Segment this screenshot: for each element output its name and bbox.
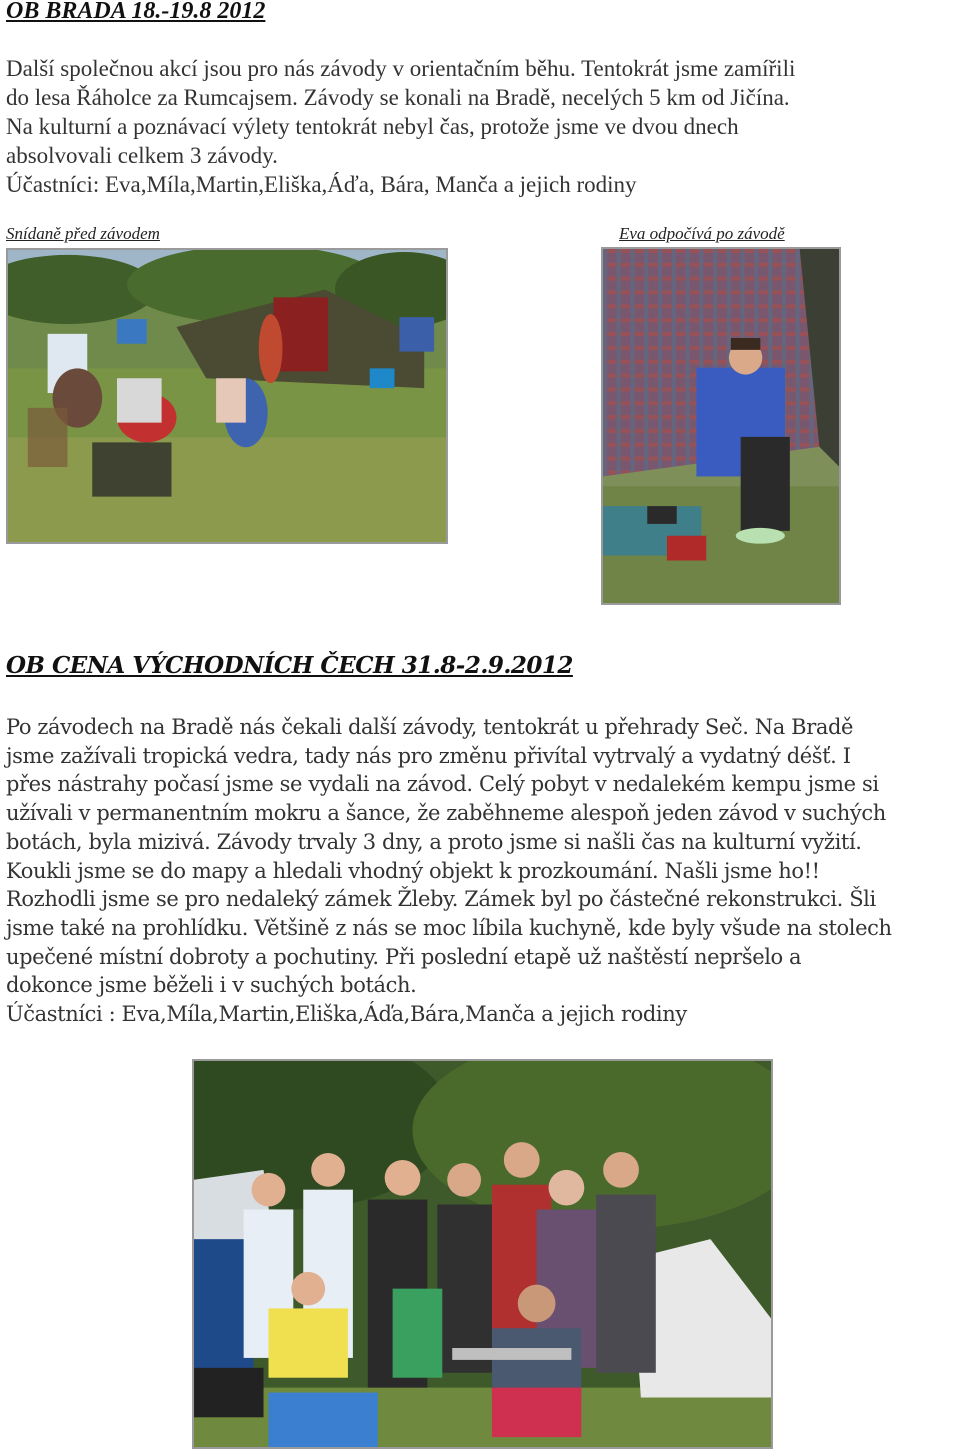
text-line: absolvovali celkem 3 závody.: [6, 143, 278, 168]
text-line: botách, byla mizivá. Závody trvaly 3 dny, a proto jsme si našli čas na kulturní vyžití.: [6, 829, 862, 854]
caption-breakfast: Snídaně před závodem: [6, 224, 160, 243]
photo-group: [192, 1059, 773, 1449]
text-line: Další společnou akcí jsou pro nás závody v orientačním běhu. Tentokrát jsme zamířili: [6, 56, 796, 81]
text-line: Účastníci: Eva,Míla,Martin,Eliška,Áďa, Bára, Manča a jejich rodiny: [6, 172, 637, 197]
text-line: Na kulturní a poznávací výlety tentokrát nebyl čas, protože jsme ve dvou dnech: [6, 114, 739, 139]
section1-title: OB BRADA 18.-19.8 2012: [6, 0, 266, 24]
text-line: upečené místní dobroty a pochutiny. Při poslední etapě už naštěstí nepršelo a: [6, 944, 802, 969]
text-line: dokonce jsme běželi i v suchých botách.: [6, 973, 417, 998]
photo-eva-resting: [601, 247, 841, 605]
photo-breakfast: [6, 248, 448, 544]
caption-eva-resting: Eva odpočívá po závodě: [619, 224, 785, 243]
text-line: Po závodech na Bradě nás čekali další závody, tentokrát u přehrady Seč. Na Bradě: [6, 715, 854, 739]
text-line: Účastníci : Eva,Míla,Martin,Eliška,Áďa,Bára,Manča a jejich rodiny: [6, 1002, 687, 1027]
text-line: Koukli jsme se do mapy a hledali vhodný objekt k prozkoumání. Našli jsme ho!!: [6, 858, 820, 883]
section1-text: [6, 54, 956, 199]
text-line: jsme zažívali tropická vedra, tady nás pro změnu přivítal vytrvalý a vydatný déšť. I: [6, 743, 851, 768]
section2-text: [6, 713, 960, 1029]
section2-title: OB CENA VÝCHODNÍCH ČECH 31.8-2.9.2012: [6, 652, 573, 679]
text-line: do lesa Řáholce za Rumcajsem. Závody se konali na Bradě, necelých 5 km od Jičína.: [6, 85, 790, 110]
text-line: Rozhodli jsme se pro nedaleký zámek Žleby. Zámek byl po částečné rekonstrukci. Šli: [6, 887, 876, 912]
text-line: přes nástrahy počasí jsme se vydali na závod. Celý pobyt v nedalekém kempu jsme si: [6, 772, 879, 797]
text-line: jsme také na prohlídku. Většině z nás se moc líbila kuchyně, kde byly všude na stolech: [6, 915, 892, 940]
text-line: užívali v permanentním mokru a šance, že zaběhneme alespoň jeden závod v suchých: [6, 801, 886, 826]
